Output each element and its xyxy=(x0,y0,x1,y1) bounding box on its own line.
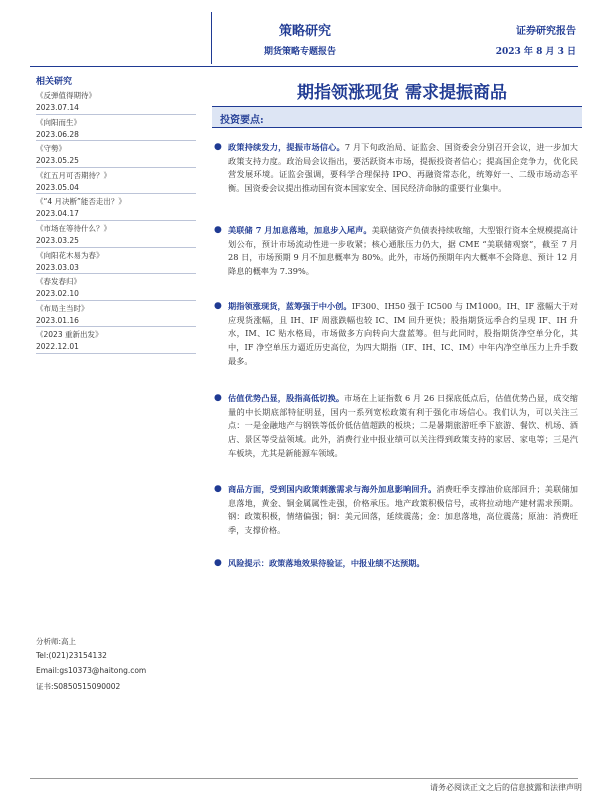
research-date: 2023.01.16 xyxy=(36,315,79,325)
bullet-text: 7 月下旬政治局、证监会、国资委会分别召开会议，进一步加大政策支持力度。政治局会议指出，要活跃资本市场，提振投资者信心；提高国企竞争力，优化民营发展环境。证监会强调，要科学合理保持 IPO、再融资常态化，统筹好一、二级市场动态平衡。国资委会议提出推动国有资本国家安全、国民经济命脉的重要行业集中。 xyxy=(228,142,578,194)
bullet-lead: 风险提示： xyxy=(228,558,269,568)
related-research-item[interactable] xyxy=(36,115,196,142)
bullet-point xyxy=(214,300,578,369)
bullet-lead: 政策持续发力，提振市场信心。 xyxy=(228,142,345,152)
analyst-tel: Tel:(021)23154132 xyxy=(36,651,107,660)
research-date: 2023.03.03 xyxy=(36,262,79,272)
section-label: 投资要点: xyxy=(220,115,264,126)
bullet-text: 美联储资产负债表持续收缩，大型银行资本全规模提高计划公布，预计市场流动性进一步收紧；核心通胀压力仍大，据 CME “美联储观察”，截至 7 月 28 日，市场预期 9 月不加息概率为 80%。此外，市场仍预期年内大概率不会降息、预计 12 月降息的概率为 7.39%。 xyxy=(228,225,578,277)
research-title[interactable]: 《守勢》 xyxy=(36,144,66,154)
analyst-cert: 证书:S0850515090002 xyxy=(36,682,121,691)
research-date: 2023.07.14 xyxy=(36,103,79,112)
bullet-marker: ● xyxy=(214,301,222,311)
bullet-text: 市场在上证指数 6 月 26 日探底低点后，估值优势凸显，成交缩量的中长期底部特征明显，国内一系列宽松政策有利于强化市场信心。我们认为，可以关注三点：一是金融地产与钢铁等低价低估值超跌的板块；二是暑期旅游旺季下旅游、餐饮、机场、酒店、景区等受益领域。此外，消费行业中报业绩可以关注得到政策支持的家居、家电等；三是汽车板块，尤其是新能源车领域。 xyxy=(228,393,578,458)
report-category: 证券研究报告 xyxy=(516,26,576,37)
research-title[interactable]: 《布局主当时》 xyxy=(36,303,89,313)
research-title[interactable]: 《2023 重新出发》 xyxy=(36,330,103,340)
related-research-item[interactable] xyxy=(36,301,196,328)
research-title[interactable]: 《向阳花木易为春》 xyxy=(36,250,104,260)
bullet-marker: ● xyxy=(214,225,222,235)
bullet-point xyxy=(214,483,578,538)
header-divider xyxy=(211,12,212,64)
research-title[interactable]: 《春发春归》 xyxy=(36,277,81,287)
investment-highlights-header xyxy=(212,106,582,128)
bullet-text: 政策落地效果待验证，中报业绩不达预期。 xyxy=(268,558,425,568)
bullet-point xyxy=(214,557,578,571)
analyst-email[interactable]: Email:gs10373@haitong.com xyxy=(36,666,147,675)
bullet-point xyxy=(214,141,578,196)
report-date: 2023 年 8 月 3 日 xyxy=(495,47,576,57)
footer-rule xyxy=(30,778,578,779)
analyst-name: 分析师:高上 xyxy=(36,637,77,646)
related-research-item[interactable] xyxy=(36,327,196,354)
bullet-marker: ● xyxy=(214,484,222,494)
header-rule xyxy=(30,66,578,67)
research-title[interactable]: 《向阳而生》 xyxy=(36,117,81,127)
research-date: 2023.04.17 xyxy=(36,209,79,219)
related-research-item[interactable] xyxy=(36,168,196,195)
research-title[interactable]: 《反弹值得期待》 xyxy=(36,91,96,100)
report-type-title: 策略研究 xyxy=(278,24,331,39)
disclaimer-footer: 请务必阅读正文之后的信息披露和法律声明 xyxy=(430,783,582,792)
research-date: 2023.06.28 xyxy=(36,129,79,139)
related-research-list xyxy=(36,88,196,354)
research-title[interactable]: 《红五月可否期待？》 xyxy=(36,170,111,180)
research-title[interactable]: 《市场在等待什么？》 xyxy=(36,223,111,233)
bullet-lead: 估值优势凸显，股指高低切换。 xyxy=(228,393,345,403)
analyst-contact xyxy=(36,636,206,696)
report-subtitle: 期货策略专题报告 xyxy=(263,47,336,57)
bullet-marker: ● xyxy=(214,558,222,568)
bullet-marker: ● xyxy=(214,142,222,152)
research-date: 2023.05.25 xyxy=(36,156,79,166)
research-date: 2023.03.25 xyxy=(36,235,79,245)
bullet-marker: ● xyxy=(214,393,222,403)
bullet-text: IF300、IH50 强于 IC500 与 IM1000。IH、IF 涨幅大于对应现货涨幅，且 IH、IF 周涨跌幅也较 IC、IM 回升更快；股指期货远季合约呈现 IF、IH 升水，IM、IC 贴水格局，市场做多方向转向大盘蓝筹。但与此同时，股指期货净空单分化，其中，IF 净空单压力逼近历史高位，为四大期指（IF、IH、IC、IM）中年内净空单压力上升手数最多。 xyxy=(228,301,578,366)
research-date: 2023.02.10 xyxy=(36,289,79,299)
bullet-point xyxy=(214,224,578,279)
bullet-lead: 期指领涨现货，蓝筹强于中小创。 xyxy=(228,301,352,311)
research-date: 2022.12.01 xyxy=(36,342,79,352)
bullet-point xyxy=(214,392,578,461)
related-research-item[interactable] xyxy=(36,194,196,221)
bullet-text: 消费旺季支撑油价底部回升；美联储加息落地，黄金、铜金属属性走强，价格承压。地产政策积极信号，或将拉动地产建材需求预期。钢：政策积极，情绪偏强；铜：美元回落，延续震荡；金：加息落地，高位震荡；原油：消费旺季，支撑价格。 xyxy=(228,484,578,536)
report-title: 期指领涨现货 需求提振商品 xyxy=(297,83,507,103)
bullet-lead: 美联储 7 月加息落地，加息步入尾声。 xyxy=(228,225,372,235)
related-research-item[interactable] xyxy=(36,248,196,275)
research-date: 2023.05.04 xyxy=(36,182,79,192)
related-research-heading: 相关研究 xyxy=(36,77,73,87)
bullet-lead: 商品方面，受到国内政策刺激需求与海外加息影响回升。 xyxy=(228,484,437,494)
research-title[interactable]: 《“4 月决断”能否走出？》 xyxy=(36,197,126,207)
related-research-item[interactable] xyxy=(36,141,196,168)
related-research-item[interactable] xyxy=(36,88,196,115)
related-research-item[interactable] xyxy=(36,221,196,248)
related-research-item[interactable] xyxy=(36,274,196,301)
